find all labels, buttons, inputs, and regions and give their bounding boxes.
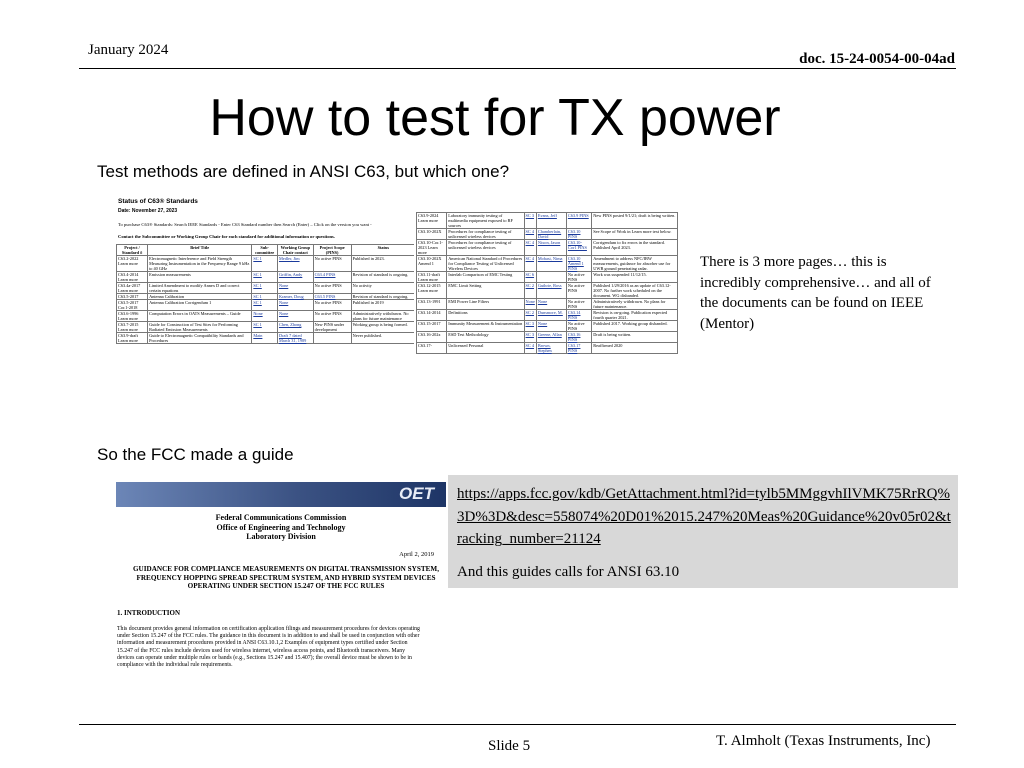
standards-table-row [417, 321, 678, 332]
standards-table-row [417, 343, 678, 354]
standards-table-cell: C63.7-2015 Learn more [117, 322, 148, 333]
standards-table-cell: No active PINS [566, 272, 591, 283]
standards-table-cell: Laboratory immunity testing of multimedia equipment exposed to RF sources [447, 213, 524, 229]
standards-table-cell: SC 1 [252, 300, 278, 311]
standards-table-cell: Revision of standard is ongoing. [351, 272, 414, 283]
standards-table-cell: None [277, 311, 313, 322]
standards-table-cell: None [536, 321, 566, 332]
standards-table-cell: SC 4 [524, 256, 536, 272]
standards-table-cell: C63.6-1996 Learn more [117, 311, 148, 322]
standards-table-row [417, 283, 678, 299]
standards-table-cell: C63.10 Amend 1 PINS [566, 256, 591, 272]
guide-note: And this guides calls for ANSI 63.10 [457, 564, 680, 580]
standards-table-cell: C63.17- [417, 343, 447, 354]
standards-table-cell: SC 4 [524, 240, 536, 256]
standards-table-cell: New PINS under development [313, 322, 351, 333]
slide-title: How to test for TX power [209, 89, 781, 147]
standards-table-cell: Electromagnetic Interference and Field Strength Measuring Instrumentation in the Frequency Range 9 kHz to 40 GHz [148, 256, 252, 272]
standards-table-cell: American National Standard of Procedures for Compliance Testing of Unlicensed Wireless Devices [448, 256, 523, 271]
standards-table-cell: Published in 2019 [351, 300, 414, 311]
standards-table-cell: None [252, 311, 278, 322]
fcc-banner [116, 482, 446, 507]
standards-table-cell: C63.10 PINS [566, 229, 591, 240]
standards-table-cell: Administratively withdrawn. No plans for future maintenance [351, 311, 414, 322]
standards-column-header: Brief Title [148, 245, 252, 256]
standards-table-cell: Published 2017. Working group disbanded. [592, 321, 678, 332]
oet-logo: OET [399, 484, 434, 503]
standards-table-cell: SC 1 [252, 322, 278, 333]
standards-table-cell: Kramer, Doug [277, 294, 313, 300]
standards-table-cell: Antenna Calibration Corrigendum 1 [148, 300, 252, 311]
standards-table-cell: SC 3 [524, 321, 536, 332]
standards-table-cell: Revision of standard is ongoing. [351, 294, 414, 300]
standards-table-cell: EMC Limit Setting [447, 283, 524, 299]
standards-table-row [417, 310, 678, 321]
standards-table-cell: C63.10-202X Amend 1 [417, 256, 447, 272]
standards-column-header: Status [351, 245, 414, 256]
standards-table-cell: Mobasi, Nima [536, 256, 566, 272]
standards-table-cell: Guide to Electromagnetic Compatibility Standards and Procedures [148, 333, 252, 344]
standards-date: Date: November 27, 2023 [118, 208, 178, 214]
standards-table-cell: Greene, Allan [536, 332, 566, 343]
standards-table-cell: SC 1 [252, 272, 278, 283]
standards-table-cell: SC 4 [524, 229, 536, 240]
standards-table-cell: Interlab Comparison of EMC Testing [447, 272, 524, 283]
standards-table-cell: SC 3 [524, 332, 536, 343]
standards-table-cell: Work was suspended 11/12/15. [592, 272, 678, 283]
standards-table-cell: No active PINS [566, 299, 591, 310]
standards-table-cell: Draft 7 dated March 31, 1989 [277, 333, 313, 344]
standards-table-row [417, 299, 678, 310]
slide-note: There is 3 more pages… this is incredibly comprehensive… and all of the documents can be found on IEEE (Mentor) [700, 254, 931, 332]
standards-table-cell: C63.4-2014 Learn more [117, 272, 148, 283]
standards-table-cell: Limited Amendment to modify Annex D and correct certain equations [148, 283, 252, 294]
standards-table-cell: No active PINS [313, 311, 351, 322]
fcc-organization [116, 513, 446, 542]
standards-table-cell: C63.9 PINS [566, 213, 591, 229]
standards-table-row [417, 256, 678, 272]
standards-column-header: Sub-committee [252, 245, 278, 256]
standards-table-row [117, 322, 415, 333]
standards-table-cell: SC 4 [524, 343, 536, 354]
standards-table-cell: None [277, 300, 313, 311]
standards-table-row [117, 272, 415, 283]
standards-table-row [117, 300, 415, 311]
fcc-guidance-image [116, 482, 446, 687]
standards-table-cell: None [277, 283, 313, 294]
standards-table-cell: ESD Test Methodology [447, 332, 524, 343]
standards-table-cell: C63.12-2015 Learn more [417, 283, 447, 299]
standards-table-cell: C63.2-2022 Learn more [117, 256, 148, 272]
standards-table-cell: Revision is on-going. Publication expected fourth quarter 2021. [592, 310, 678, 321]
header-doc-number: doc. 15-24-0054-00-04ad [799, 51, 955, 67]
standards-table-cell: Published in 2023. [351, 256, 414, 272]
fcc-doc-title: GUIDANCE FOR COMPLIANCE MEASUREMENTS ON DIGITAL TRANSMISSION SYSTEM, FREQUENCY HOPPING SPREAD SPECTRUM SYSTEM, AND HYBRID SYSTEM DEVICES OPERATING UNDER SECTION 15.247 OF THE FCC RULES [132, 565, 440, 590]
standards-table-cell: Emission measurements [148, 272, 252, 283]
standards-table-cell: C63.5 PINS [313, 294, 351, 300]
standards-table-cell: Definitions [447, 310, 524, 321]
standards-purchase-line: To purchase C63® Standards: Search IEEE Standards - Enter C63 Standard number then Search (Enter) – Click on the version you want - [118, 222, 372, 227]
standards-table-row [117, 283, 415, 294]
slide-number: Slide 5 [488, 738, 531, 754]
fcc-section-heading: 1. INTRODUCTION [117, 609, 181, 617]
fcc-doc-date: April 2, 2019 [399, 551, 434, 558]
standards-table-row [117, 256, 415, 272]
standards-table-cell: SC 2 [524, 310, 536, 321]
standards-contact-line: Contact the Subcommittee or Working Group Chair for each standard for additional information or questions. [118, 234, 335, 239]
standards-table-cell: Nixon, Jason [536, 240, 566, 256]
standards-title: Status of C63® Standards [118, 198, 198, 205]
standards-table-cell: No active PINS [313, 283, 351, 294]
standards-table-row [417, 332, 678, 343]
standards-table-cell: C63.16-202x [417, 332, 447, 343]
standards-table-cell: Medler, Jim [277, 256, 313, 272]
standards-table-cell: C63.17 PINS [566, 343, 591, 354]
standards-table-cell: C63.10-Cor.1-2023 Learn more [417, 240, 447, 256]
standards-column-header: Project Scope (PINS) [313, 245, 351, 256]
standards-table-cell: EMI Power Line Filters [447, 299, 524, 310]
standards-table-cell: C63.9-2024 Learn more [417, 213, 447, 229]
standards-table-row [417, 240, 678, 256]
standards-table-cell: Amendment to address NFC/IBW measurements, guidance for absorber use for UWB ground penetrating radar. [592, 256, 678, 272]
standards-table-left [116, 244, 414, 344]
standards-table-cell [536, 272, 566, 283]
standards-table-cell: Chamberlain, David [536, 229, 566, 240]
standards-table-cell: SC 1 [252, 256, 278, 272]
standards-table-cell: Main [252, 333, 278, 344]
standards-table-cell: Dunsmore, M. [536, 310, 566, 321]
standards-column-header: Working Group Chair contact [277, 245, 313, 256]
fcc-kdb-link[interactable]: https://apps.fcc.gov/kdb/GetAttachment.html?id=tylb5MMggvhIlVMK75RrRQ%3D%3D&desc=558074%20D01%2015.247%20Meas%20Guidance%20v05r02&tracking_number=21124 [457, 486, 951, 547]
standards-table-cell: Procedures for compliance testing of unlicensed wireless devices [447, 240, 524, 256]
header-date: January 2024 [88, 42, 169, 58]
standards-table-cell: SC 6 [524, 272, 536, 283]
header-rule [79, 68, 956, 69]
standards-table-cell: C63.10-202X [417, 229, 447, 240]
standards-table-cell: No active PINS [566, 321, 591, 332]
link-box [448, 475, 958, 588]
standards-table-cell: Administratively withdrawn. No plans for future maintenance. [592, 299, 678, 310]
standards-table-cell: Immunity Measurement & Instrumentation [447, 321, 524, 332]
standards-table-row [417, 229, 678, 240]
standards-table-cell: Computation Errors in OATS Measurements – Guide [148, 311, 252, 322]
standards-table-cell: Griffin, Andy [277, 272, 313, 283]
standards-table-cell: Unlicensed Personal [447, 343, 524, 354]
standards-table-cell: See Scope of Work in Learn more text below. [592, 229, 678, 240]
standards-table-cell: None [524, 299, 536, 310]
standards-table-cell: C63.16 PINS [566, 332, 591, 343]
standards-table-cell: Corrigendum to fix errors in the standard. Published April 2023. [592, 240, 678, 256]
standards-table-cell: None [536, 299, 566, 310]
standards-table-cell: Evans, Jeff [536, 213, 566, 229]
standards-table-cell: C63.14-2014 [417, 310, 447, 321]
standards-table-cell: Draft is being written. [592, 332, 678, 343]
standards-table-cell: C63.4 PINS [313, 272, 351, 283]
slide-subtitle: Test methods are defined in ANSI C63, but which one? [97, 162, 510, 181]
standards-table-row [117, 311, 415, 322]
fcc-guide-label: So the FCC made a guide [97, 445, 294, 464]
standards-table-cell: Procedures for compliance testing of unlicensed wireless devices [447, 229, 524, 240]
standards-table-cell: No active PINS [313, 300, 351, 311]
standards-table-cell: Guide for Construction of Test Sites for Performing Radiated Emission Measurements [148, 322, 252, 333]
standards-table-cell: Reaffirmed 2020 [592, 343, 678, 354]
standards-table-cell [313, 333, 351, 344]
standards-table-cell: Brown, Stephen [536, 343, 566, 354]
standards-status-image-left [116, 198, 414, 410]
standards-table-cell: C63.4a-2017 Learn more [117, 283, 148, 294]
standards-table-cell: Guthrie, Ross [536, 283, 566, 299]
standards-table-row [417, 213, 678, 229]
standards-table-cell: SC 2 [524, 283, 536, 299]
standards-table-cell: C63.15-2017 [417, 321, 447, 332]
fcc-intro-text: This document provides general information on certification application filings and measurement procedures for devices operating under Section 15.247 of the FCC rules. The guidance in this document is in addition to and shall be used in conjunction with other information and measurement procedures provided in ANSI C63.10.1,2 Examples of equipment types certified under Section 15.247 of the FCC rules include devices used for wireless internet, wireless access points, and Bluetooth transceivers. Many devices can operate under multiple rules or bands (e.g., Sections 15.247 and 15.407); the overall device must be shown to be in compliance with the individual rule requirements. [117, 626, 420, 669]
fcc-org-line-3: Laboratory Division [246, 532, 316, 541]
footer-rule [79, 724, 956, 725]
fcc-org-line-1: Federal Communications Commission [215, 513, 347, 522]
standards-table-cell: C63.11-draft Learn more [417, 272, 447, 283]
standards-table-cell: C63.9-draft Learn more [117, 333, 148, 344]
standards-table-cell: SC 1 [252, 283, 278, 294]
standards-table-cell: New PINS posted 9/1/21; draft is being written. [592, 213, 678, 229]
standards-table-cell: C63.5-2017 Cor.1-2018 [117, 300, 148, 311]
standards-table-cell: No active PINS [566, 283, 591, 299]
standards-table-cell: No active PINS [313, 256, 351, 272]
standards-table-cell: Working group is being formed. [351, 322, 414, 333]
standards-table-cell: No activity [351, 283, 414, 294]
standards-column-header: Project / Standard # [117, 245, 148, 256]
standards-status-image-right [416, 212, 678, 410]
standards-table-cell: Antenna Calibration [148, 294, 252, 300]
standards-table-cell: SC 1 [252, 294, 278, 300]
standards-table-cell: C63.5-2017 [117, 294, 148, 300]
standards-table-cell: SC 3 [524, 213, 536, 229]
standards-table-cell: C63.10-Cor1 PINS [566, 240, 591, 256]
standards-table-row [117, 333, 415, 344]
standards-table-cell: C63.13-1991 [417, 299, 447, 310]
standards-table-row [417, 272, 678, 283]
standards-table-cell: C63.14 PINS [566, 310, 591, 321]
standards-table-cell: Never published. [351, 333, 414, 344]
standards-table-cell: Published 1/29/2016 as an update of C63.12-2007. No further work scheduled on the document. WG disbanded. [592, 283, 678, 299]
standards-table-right [416, 212, 678, 354]
footer-author: T. Almholt (Texas Instruments, Inc) [716, 733, 931, 749]
fcc-org-line-2: Office of Engineering and Technology [216, 522, 346, 532]
standards-table-cell: Chen, Zhong [277, 322, 313, 333]
